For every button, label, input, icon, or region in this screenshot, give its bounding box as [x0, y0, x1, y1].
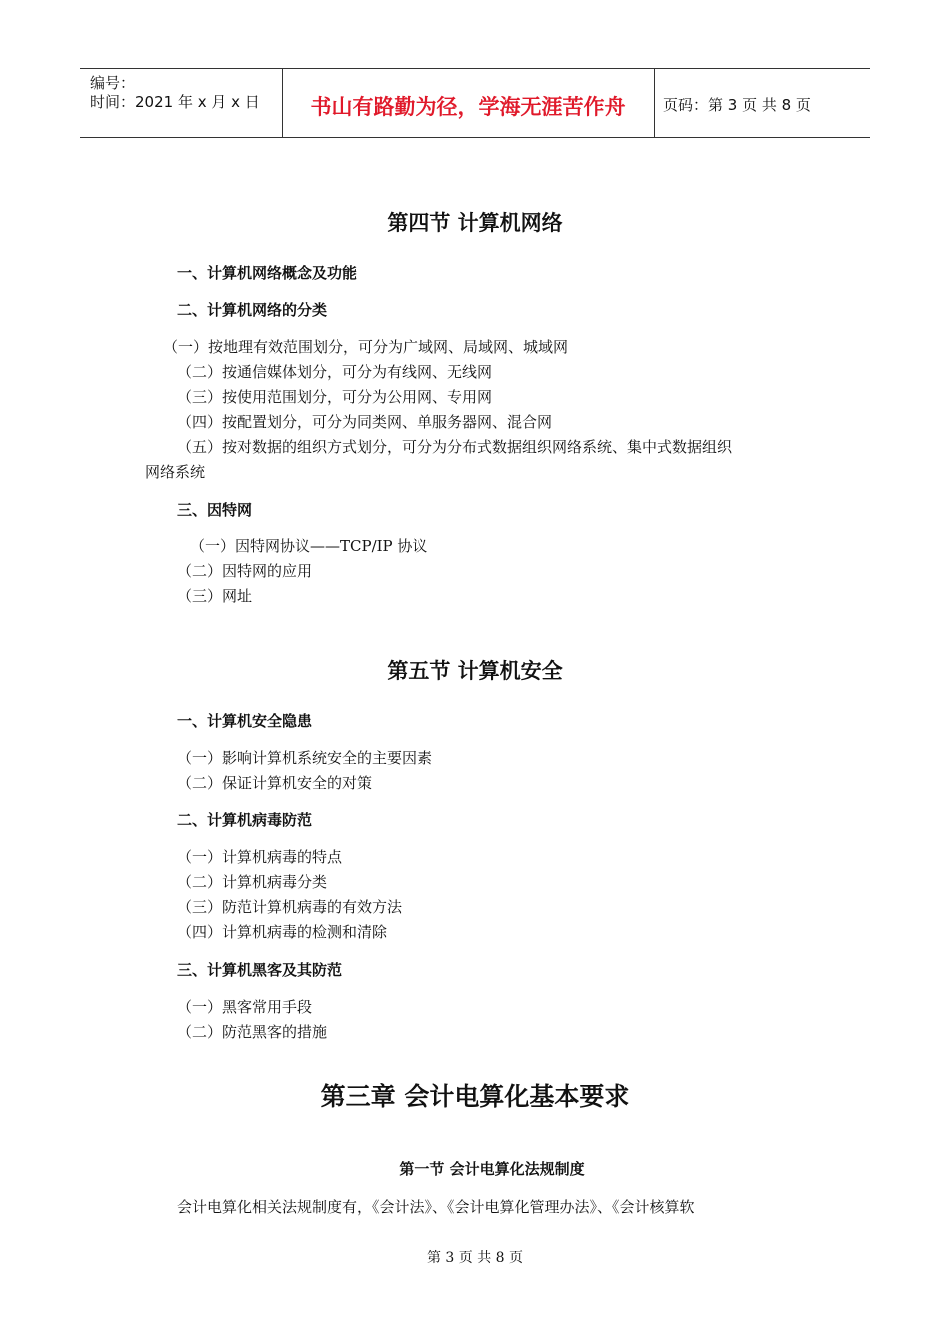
- list-item: （二）保证计算机安全的对策: [177, 774, 373, 792]
- paragraph: 会计电算化相关法规制度有，《会计法》、《会计电算化管理办法》、《会计核算软: [177, 1198, 695, 1216]
- document-date: 时间：2021 年 x 月 x 日: [90, 93, 260, 111]
- section-title: 第五节 计算机安全: [387, 658, 563, 683]
- section-title: 第一节 会计电算化法规制度: [399, 1160, 585, 1178]
- heading: 二、计算机病毒防范: [177, 811, 313, 829]
- header-page-cell: [655, 69, 870, 137]
- list-item: （二）按通信媒体划分，可分为有线网、无线网: [177, 363, 493, 381]
- header-page-number: 页码：第 3 页 共 8 页: [663, 96, 811, 114]
- document-number: 编号：: [90, 74, 136, 92]
- list-item: （一）因特网协议——TCP/IP 协议: [190, 537, 428, 555]
- list-item: （三）防范计算机病毒的有效方法: [177, 898, 403, 916]
- section-title: 第四节 计算机网络: [387, 210, 563, 235]
- list-item: （二）防范黑客的措施: [177, 1023, 328, 1041]
- page-footer: 第 3 页 共 8 页: [426, 1250, 524, 1266]
- list-item: （一）影响计算机系统安全的主要因素: [177, 749, 433, 767]
- list-item-continuation: 网络系统: [145, 463, 206, 481]
- heading: 一、计算机网络概念及功能: [177, 264, 358, 282]
- list-item: （一）黑客常用手段: [177, 998, 313, 1016]
- chapter-title: 第三章 会计电算化基本要求: [320, 1082, 630, 1111]
- motto: 书山有路勤为径，学海无涯苦作舟: [310, 95, 626, 119]
- header-motto-cell: [282, 69, 655, 137]
- list-item: （一）按地理有效范围划分，可分为广域网、局域网、城域网: [163, 338, 569, 356]
- list-item: （三）按使用范围划分，可分为公用网、专用网: [177, 388, 493, 406]
- list-item: （四）计算机病毒的检测和清除: [177, 923, 388, 941]
- heading: 三、因特网: [177, 501, 253, 519]
- list-item: （四）按配置划分，可分为同类网、单服务器网、混合网: [177, 413, 553, 431]
- list-item: （二）因特网的应用: [177, 562, 313, 580]
- heading: 二、计算机网络的分类: [177, 301, 328, 319]
- page-header: [80, 68, 870, 138]
- list-item: （三）网址: [177, 587, 253, 605]
- list-item: （一）计算机病毒的特点: [177, 848, 343, 866]
- heading: 三、计算机黑客及其防范: [177, 961, 343, 979]
- list-item: （二）计算机病毒分类: [177, 873, 328, 891]
- header-info-cell: [80, 69, 283, 137]
- list-item: （五）按对数据的组织方式划分，可分为分布式数据组织网络系统、集中式数据组织: [177, 438, 733, 456]
- heading: 一、计算机安全隐患: [177, 712, 313, 730]
